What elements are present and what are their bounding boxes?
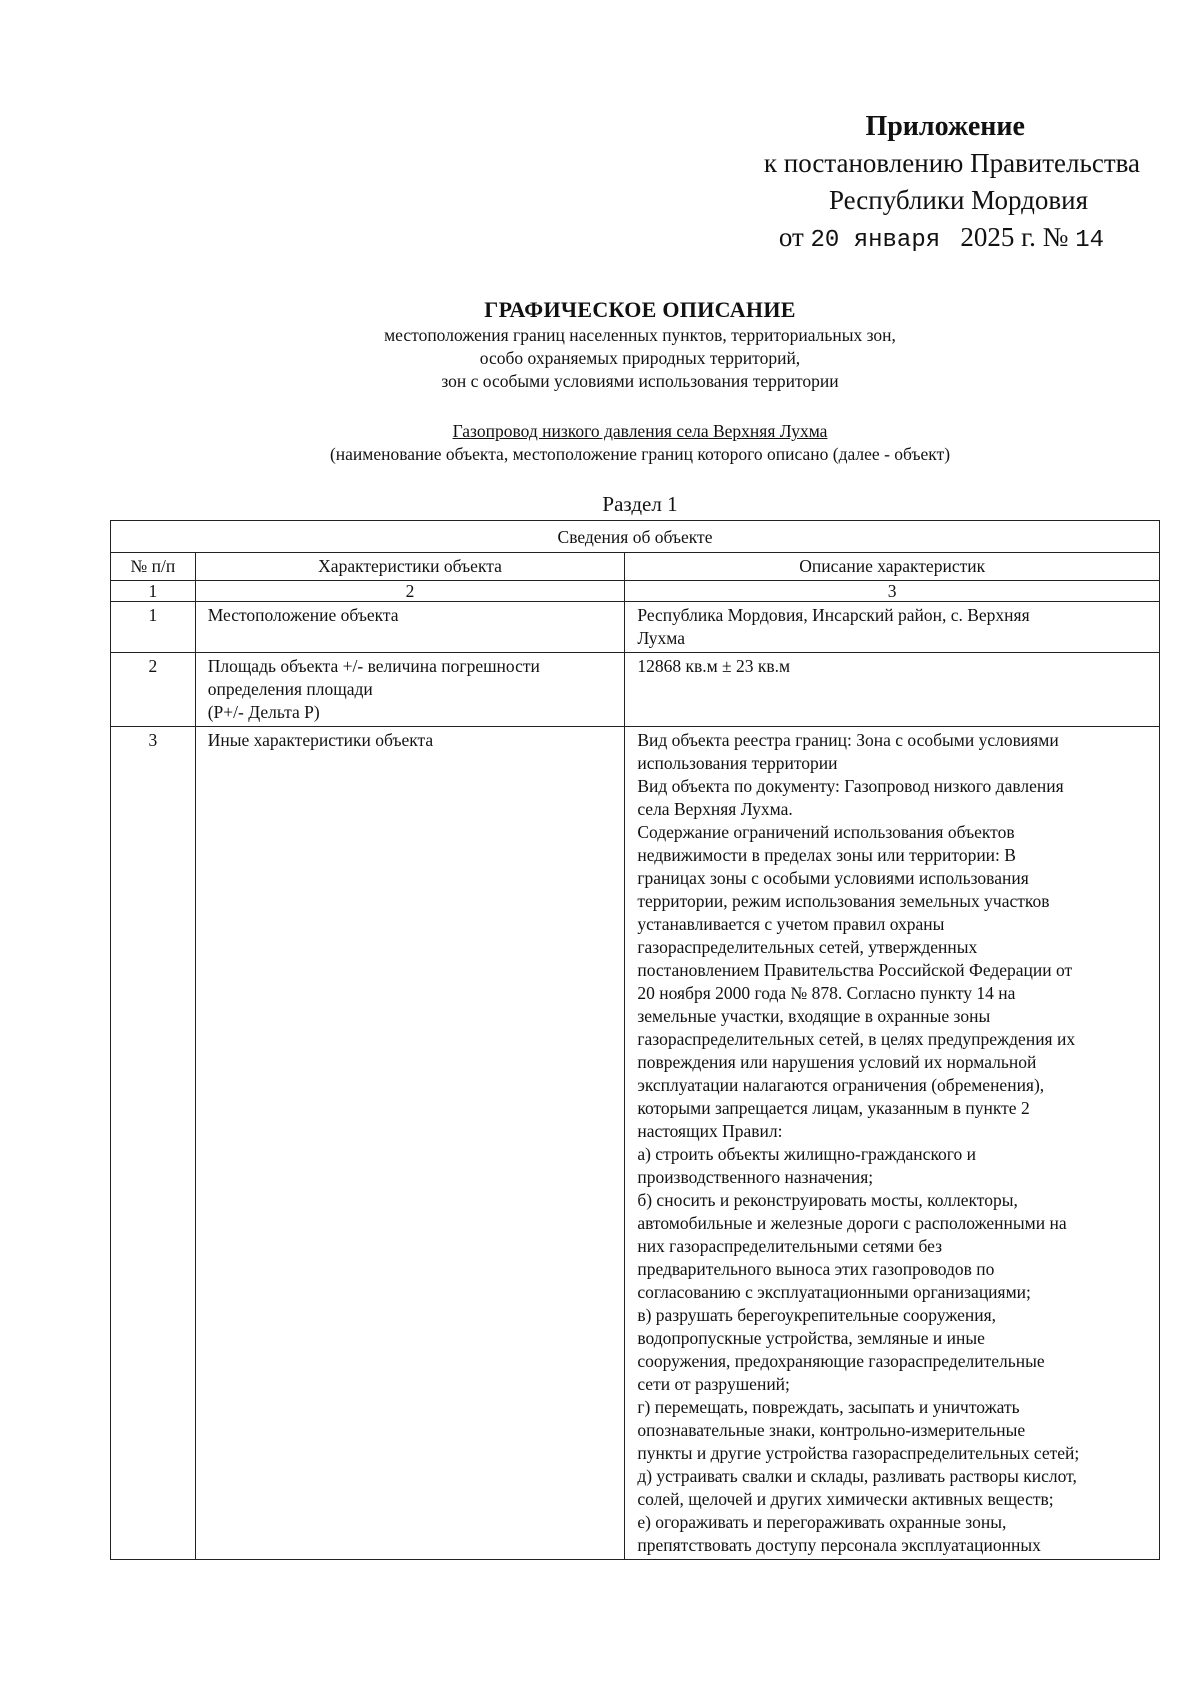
description-line: них газораспределительными сетями без (637, 1236, 943, 1256)
characteristic-line: Местоположение объекта (207, 605, 399, 625)
description-line: повреждения или нарушения условий их нормальной (637, 1052, 1037, 1072)
description-line: эксплуатации налагаются ограничения (обременения), (637, 1075, 1045, 1095)
appendix-date-line (680, 219, 1140, 259)
column-number-2: 2 (195, 581, 625, 602)
table-column-numbers-row (111, 581, 1160, 602)
description-line: устанавливается с учетом правил охраны (637, 914, 945, 934)
row-number: 1 (111, 602, 196, 653)
characteristic-line: определения площади (207, 679, 373, 699)
date-year: 2025 г. (960, 222, 1036, 252)
description-line: постановлением Правительства Российской Федерации от (637, 960, 1073, 980)
object-name: Газопровод низкого давления села Верхняя Лухма (452, 421, 828, 441)
heading-title: ГРАФИЧЕСКОЕ ОПИСАНИЕ (484, 297, 796, 322)
description-line: в) разрушать берегоукрепительные сооружения, (637, 1305, 997, 1325)
description-line: согласованию с эксплуатационными организациями; (637, 1282, 1031, 1302)
description-line: газораспределительных сетей, утвержденных (637, 937, 978, 957)
characteristic-line: Площадь объекта +/- величина погрешности (207, 656, 540, 676)
description-line: территории, режим использования земельных участков (637, 891, 1050, 911)
date-day-month: 20 января (810, 227, 941, 254)
description-line: водопропускные устройства, земляные и иные (637, 1328, 985, 1348)
column-number-3: 3 (625, 581, 1160, 602)
description-line: пункты и другие устройства газораспределительных сетей; (637, 1443, 1080, 1463)
description-line: настоящих Правил: (637, 1121, 783, 1141)
number-sign: № (1042, 222, 1069, 252)
description-line: сооружения, предохраняющие газораспределительные (637, 1351, 1045, 1371)
row-description (625, 727, 1160, 1560)
table-title-row (111, 521, 1160, 553)
column-header-description: Описание характеристик (625, 553, 1160, 581)
heading-sub-1: местоположения границ населенных пунктов, территориальных зон, (384, 325, 896, 345)
description-line: солей, щелочей и других химически активных веществ; (637, 1489, 1054, 1509)
description-line: сети от разрушений; (637, 1374, 790, 1394)
appendix-line-2: Республики Мордовия (828, 185, 1088, 215)
characteristic-line: Иные характеристики объекта (207, 730, 434, 750)
description-line: села Верхняя Лухма. (637, 799, 793, 819)
column-header-characteristic: Характеристики объекта (195, 553, 625, 581)
row-description (625, 653, 1160, 727)
description-line: препятствовать доступу персонала эксплуатационных (637, 1535, 1041, 1555)
row-characteristic (195, 602, 625, 653)
description-line: предварительного выноса этих газопроводов по (637, 1259, 995, 1279)
description-line: газораспределительных сетей, в целях предупреждения их (637, 1029, 1076, 1049)
description-line: Республика Мордовия, Инсарский район, с. Верхняя (637, 605, 1030, 625)
description-line: г) перемещать, повреждать, засыпать и уничтожать (637, 1397, 1020, 1417)
date-prefix: от (778, 222, 804, 252)
section-label: Раздел 1 (602, 492, 678, 516)
description-line: 20 ноября 2000 года № 878. Согласно пункту 14 на (637, 983, 1016, 1003)
description-line: использования территории (637, 753, 838, 773)
table-row (111, 727, 1160, 1560)
description-line: опознавательные знаки, контрольно-измерительные (637, 1420, 1026, 1440)
table-title: Сведения об объекте (111, 521, 1160, 553)
appendix-block (680, 108, 1140, 259)
heading-sub-2: особо охраняемых природных территорий, (479, 348, 801, 368)
description-line: земельные участки, входящие в охранные зоны (637, 1006, 991, 1026)
description-line: б) сносить и реконструировать мосты, коллекторы, (637, 1190, 1018, 1210)
row-characteristic (195, 727, 625, 1560)
characteristic-line: (Р+/- Дельта Р) (207, 702, 320, 722)
table-row (111, 653, 1160, 727)
description-line: Вид объекта реестра границ: Зона с особыми условиями (637, 730, 1059, 750)
table-header-row (111, 553, 1160, 581)
description-line: границах зоны с особыми условиями использования (637, 868, 1029, 888)
description-line: 12868 кв.м ± 23 кв.м (637, 656, 791, 676)
description-line: а) строить объекты жилищно-гражданского и (637, 1144, 977, 1164)
column-header-num: № п/п (111, 553, 196, 581)
description-line: д) устраивать свалки и склады, разливать растворы кислот, (637, 1466, 1077, 1486)
description-line: недвижимости в пределах зоны или территории: В (637, 845, 1016, 865)
description-line: е) огораживать и перегораживать охранные зоны, (637, 1512, 1007, 1532)
object-name-block (110, 420, 1170, 466)
description-line: Лухма (637, 628, 685, 648)
row-description (625, 602, 1160, 653)
object-caption: (наименование объекта, местоположение границ которого описано (далее - объект) (329, 444, 951, 464)
description-line: автомобильные и железные дороги с расположенными на (637, 1213, 1067, 1233)
document-heading (110, 296, 1170, 393)
description-line: производственного назначения; (637, 1167, 874, 1187)
heading-sub-3: зон с особыми условиями использования территории (441, 371, 839, 391)
document-number: 14 (1075, 227, 1104, 254)
description-line: Вид объекта по документу: Газопровод низкого давления (637, 776, 1064, 796)
appendix-title: Приложение (865, 111, 1025, 142)
object-info-table (110, 520, 1160, 1560)
appendix-line-1: к постановлению Правительства (763, 148, 1140, 178)
description-line: Содержание ограничений использования объектов (637, 822, 1015, 842)
row-number: 2 (111, 653, 196, 727)
row-characteristic (195, 653, 625, 727)
table-row (111, 602, 1160, 653)
description-line: которыми запрещается лицам, указанным в пункте 2 (637, 1098, 1030, 1118)
row-number: 3 (111, 727, 196, 1560)
column-number-1: 1 (111, 581, 196, 602)
